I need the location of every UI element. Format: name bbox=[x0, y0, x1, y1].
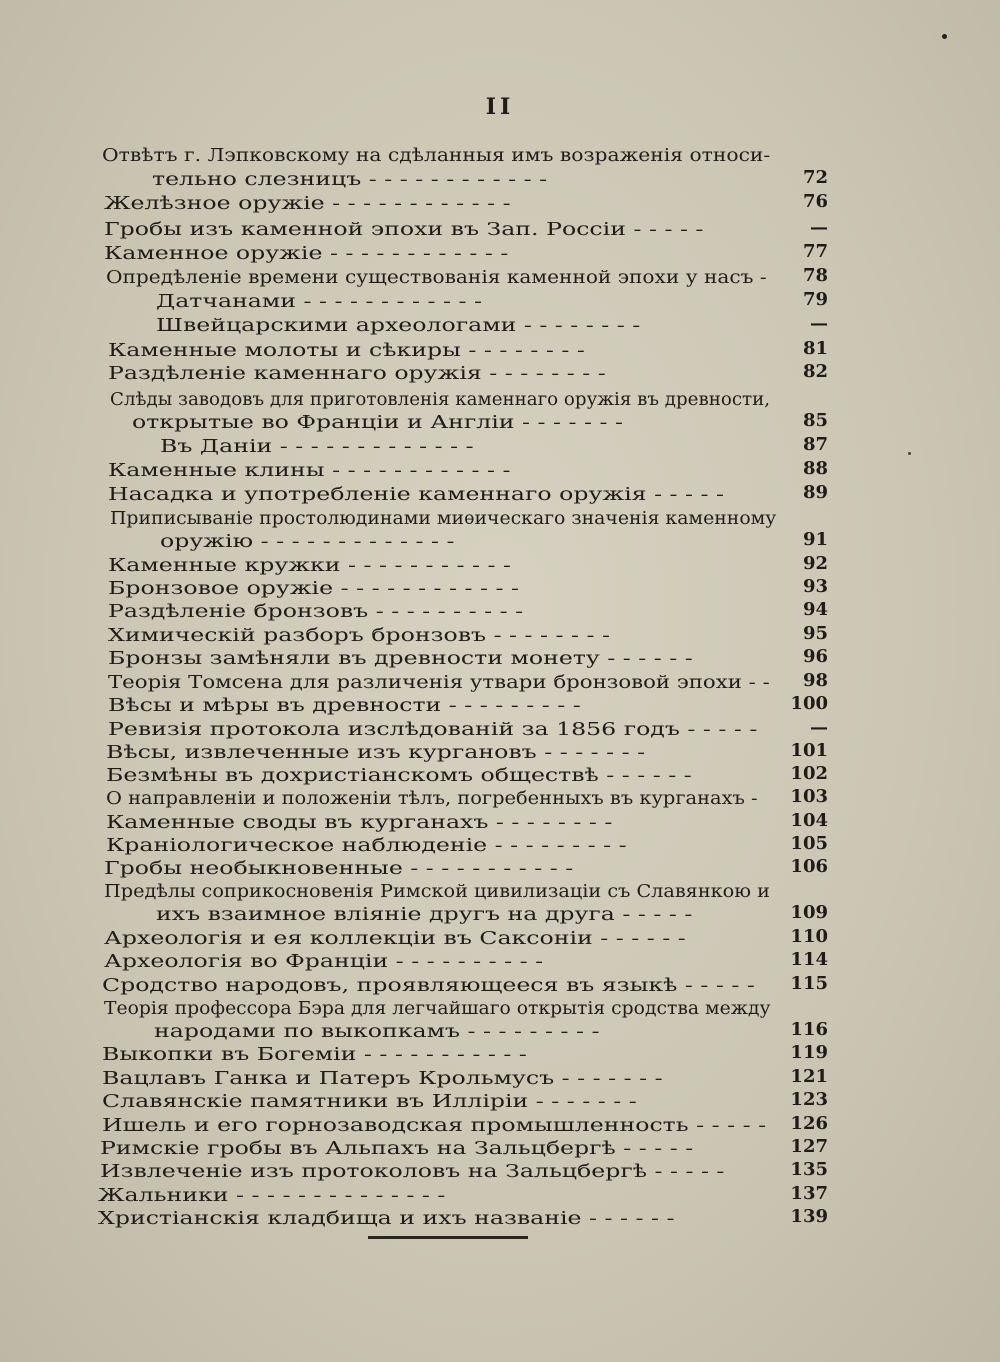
toc-page-number: 127 bbox=[790, 1136, 828, 1157]
toc-page-number: 101 bbox=[790, 740, 828, 761]
toc-page-number: 135 bbox=[790, 1159, 828, 1180]
toc-entry: Ишель и его горнозаводская промышленность - - - - - bbox=[102, 1116, 767, 1136]
toc-entry: Римскіе гробы въ Альпахъ на Зальцбергѣ - - - - - bbox=[100, 1139, 694, 1159]
toc-entry: Вацлавъ Ганка и Патеръ Крольмусъ - - - - - - - bbox=[102, 1069, 663, 1089]
toc-entry: О направленіи и положеніи тѣлъ, погребенныхъ въ курганахъ - bbox=[106, 789, 758, 809]
toc-entry: Вѣсы и мѣры въ древности - - - - - - - - - bbox=[108, 696, 581, 716]
toc-page-number: 116 bbox=[790, 1019, 828, 1040]
toc-entry: Археологія и ея коллекціи въ Саксоніи - - - - - - bbox=[104, 929, 686, 949]
toc-page-number: 76 bbox=[802, 191, 828, 212]
page-header-roman-numeral: II bbox=[485, 94, 515, 120]
toc-entry: Бронзы замѣняли въ древности монету - - - - - - bbox=[108, 649, 693, 669]
toc-page-number: 93 bbox=[802, 576, 828, 597]
toc-entry: Теорія Томсена для различенія утвари бронзовой эпохи - - bbox=[108, 673, 770, 693]
toc-entry: Датчанами - - - - - - - - - - - - bbox=[156, 292, 482, 312]
toc-page-number: 115 bbox=[790, 973, 828, 994]
toc-page-number: 96 bbox=[802, 646, 828, 667]
end-rule bbox=[368, 1236, 528, 1239]
toc-page-number: 100 bbox=[790, 693, 828, 714]
toc-page-number: 139 bbox=[790, 1206, 828, 1227]
toc-entry: Гробы изъ каменной эпохи въ Зап. Россіи - - - - - bbox=[104, 220, 704, 240]
toc-entry: Предѣлы соприкосновенія Римской цивилизаціи съ Славянкою и bbox=[104, 882, 770, 902]
toc-page-number: 81 bbox=[802, 338, 828, 359]
toc-entry: Каменные молоты и сѣкиры - - - - - - - - bbox=[108, 341, 585, 361]
toc-entry: Извлеченіе изъ протоколовъ на Зальцбергѣ - - - - - bbox=[100, 1162, 725, 1182]
toc-entry: Жальники - - - - - - - - - - - - - - bbox=[98, 1186, 446, 1206]
toc-page-number: 82 bbox=[802, 361, 828, 382]
toc-entry: Краніологическое наблюденіе - - - - - - - - - bbox=[106, 836, 627, 856]
toc-page-number: — bbox=[810, 217, 828, 238]
toc-entry: Безмѣны въ дохристіанскомъ обществѣ - - - - - - bbox=[106, 766, 692, 786]
toc-page-number: 85 bbox=[802, 410, 828, 431]
toc-entry: Раздѣленіе каменнаго оружія - - - - - - - - bbox=[108, 364, 606, 384]
toc-page-number: 92 bbox=[802, 553, 828, 574]
toc-page-number: 91 bbox=[802, 529, 828, 550]
toc-entry: Славянскіе памятники въ Илліріи - - - - - - - bbox=[102, 1092, 637, 1112]
toc-page-number: 89 bbox=[802, 482, 828, 503]
toc-entry: Археологія во Франціи - - - - - - - - - - bbox=[104, 952, 544, 972]
toc-page-number: 103 bbox=[790, 786, 828, 807]
toc-entry: открытые во Франціи и Англіи - - - - - - - bbox=[132, 413, 623, 433]
ink-speck bbox=[908, 452, 911, 455]
toc-entry: тельно слезницъ - - - - - - - - - - - - bbox=[152, 170, 548, 190]
toc-entry: оружію - - - - - - - - - - - - - bbox=[160, 532, 455, 552]
toc-page-number: — bbox=[810, 313, 828, 334]
toc-page-number: 106 bbox=[790, 856, 828, 877]
toc-entry: Каменные своды въ курганахъ - - - - - - - - bbox=[106, 813, 613, 833]
toc-entry: Бронзовое оружіе - - - - - - - - - - - - bbox=[108, 579, 520, 599]
toc-page-number: 110 bbox=[790, 926, 828, 947]
toc-entry: ихъ взаимное вліяніе другъ на друга - - - - - bbox=[156, 905, 693, 925]
toc-page-number: — bbox=[810, 717, 828, 738]
toc-entry: Опредѣленіе времени существованія каменной эпохи у насъ - bbox=[106, 268, 767, 288]
toc-entry: Швейцарскими археологами - - - - - - - - bbox=[156, 316, 641, 336]
toc-entry: Выкопки въ Богеміи - - - - - - - - - - - bbox=[102, 1045, 527, 1065]
toc-page-number: 102 bbox=[790, 763, 828, 784]
toc-page-number: 98 bbox=[802, 670, 828, 691]
toc-entry: Слѣды заводовъ для приготовленія каменнаго оружія въ древности, bbox=[110, 390, 771, 410]
toc-page-number: 78 bbox=[802, 265, 828, 286]
toc-page-number: 109 bbox=[790, 902, 828, 923]
toc-entry: Приписываніе простолюдинами миѳическаго значенія каменному bbox=[110, 509, 777, 529]
toc-entry: Вѣсы, извлеченные изъ кургановъ - - - - - - - bbox=[106, 743, 646, 763]
toc-page-number: 95 bbox=[802, 623, 828, 644]
toc-entry: Химическій разборъ бронзовъ - - - - - - - - bbox=[108, 626, 611, 646]
toc-entry: народами по выкопкамъ - - - - - - - - - bbox=[154, 1022, 600, 1042]
toc-page-number: 114 bbox=[790, 949, 828, 970]
toc-entry: Каменные кружки - - - - - - - - - - - bbox=[108, 556, 511, 576]
toc-entry: Каменные клины - - - - - - - - - - - - bbox=[108, 461, 511, 481]
toc-entry: Раздѣленіе бронзовъ - - - - - - - - - - bbox=[108, 602, 524, 622]
toc-page-number: 137 bbox=[790, 1183, 828, 1204]
toc-entry: Ревизія протокола изслѣдованій за 1856 годъ - - - - - bbox=[108, 720, 758, 740]
toc-page-number: 87 bbox=[802, 434, 828, 455]
toc-page-number: 123 bbox=[790, 1089, 828, 1110]
toc-entry: Сродство народовъ, проявляющееся въ языкѣ - - - - - bbox=[102, 976, 755, 996]
ink-speck bbox=[942, 34, 947, 39]
toc-entry: Насадка и употребленіе каменнаго оружія - - - - - bbox=[108, 485, 725, 505]
toc-page-number: 79 bbox=[802, 289, 828, 310]
toc-entry: Отвѣтъ г. Лэпковскому на сдѣланныя имъ возраженія относи- bbox=[102, 146, 771, 166]
toc-page-number: 77 bbox=[802, 241, 828, 262]
toc-page-number: 126 bbox=[790, 1113, 828, 1134]
toc-entry: Гробы необыкновенные - - - - - - - - - - - bbox=[104, 859, 574, 879]
toc-page-number: 94 bbox=[802, 599, 828, 620]
toc-page-number: 105 bbox=[790, 833, 828, 854]
toc-page-number: 72 bbox=[802, 167, 828, 188]
toc-page-number: 104 bbox=[790, 810, 828, 831]
toc-page-number: 119 bbox=[790, 1042, 828, 1063]
toc-page-number: 121 bbox=[790, 1066, 828, 1087]
toc-entry: Христіанскія кладбища и ихъ названіе - - - - - - bbox=[98, 1209, 675, 1229]
toc-page-number: 88 bbox=[802, 458, 828, 479]
toc-entry: Теорія профессора Бэра для легчайшаго открытія сродства между bbox=[104, 999, 771, 1019]
toc-entry: Въ Даніи - - - - - - - - - - - - - bbox=[160, 437, 474, 457]
toc-entry: Желѣзное оружіе - - - - - - - - - - - - bbox=[104, 194, 511, 214]
toc-entry: Каменное оружіе - - - - - - - - - - - - bbox=[104, 244, 509, 264]
